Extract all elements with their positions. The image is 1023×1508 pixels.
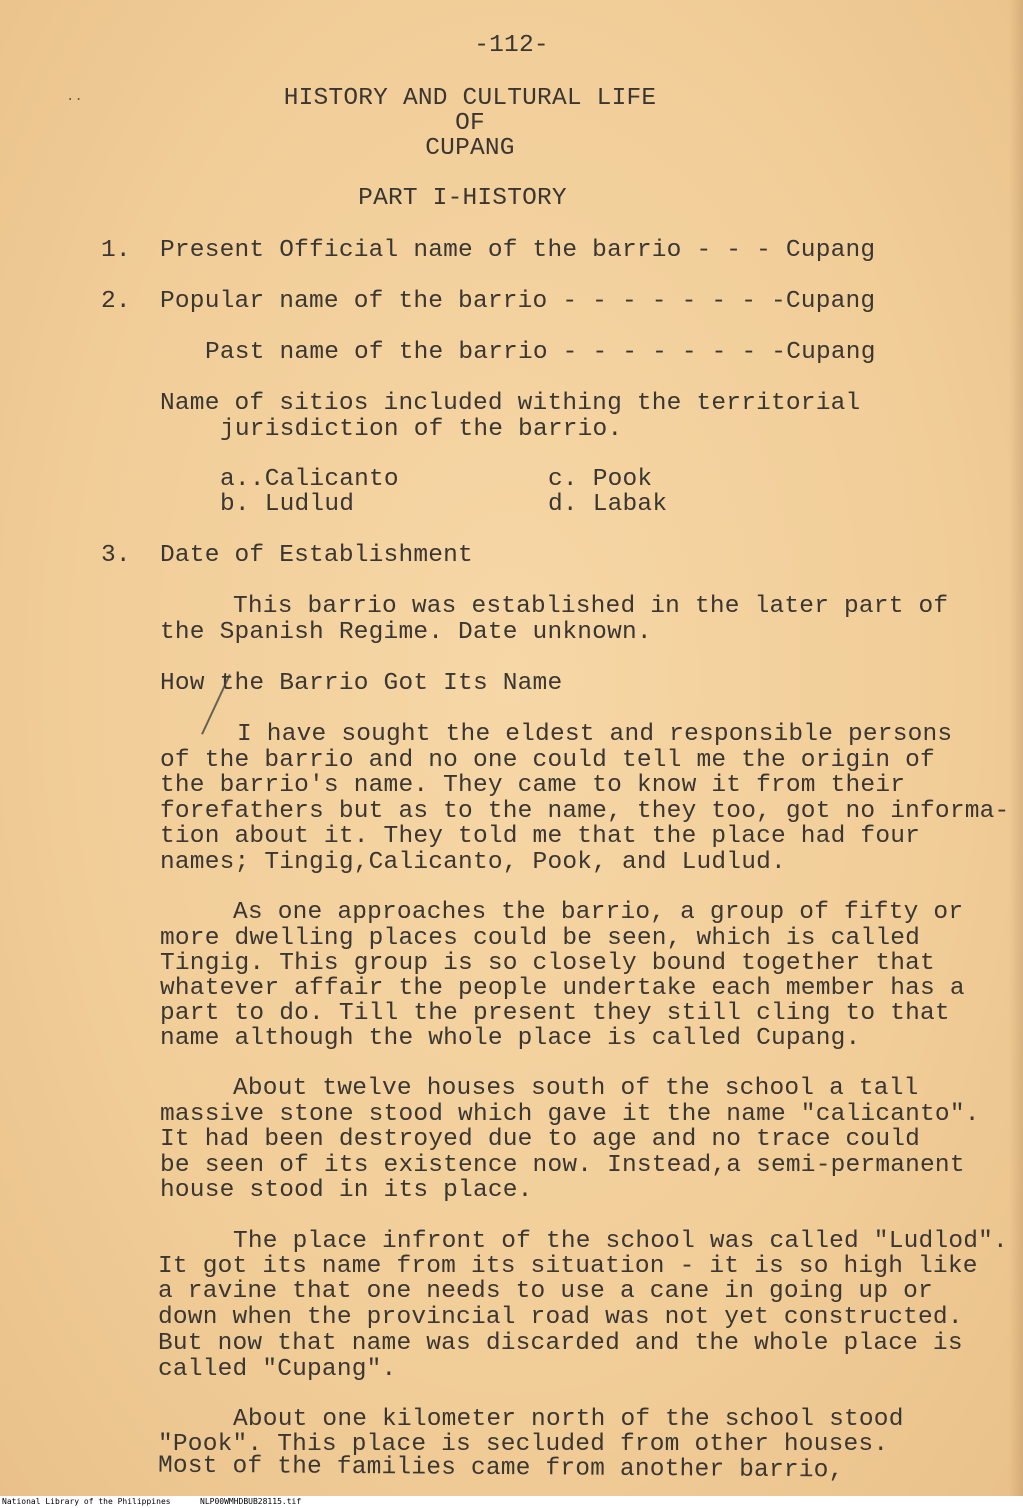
title-line-1: HISTORY AND CULTURAL LIFE: [283, 85, 657, 112]
footer-file: NLP00WMHDBUB28115.tif: [200, 1497, 302, 1506]
paragraph-2-line: As one approaches the barrio, a group of fifty or: [233, 899, 964, 926]
part-heading: PART I-HISTORY: [358, 185, 567, 212]
paragraph-4-line: It got its name from its situation - it is so high like: [158, 1253, 978, 1280]
paragraph-2-line: Tingig. This group is so closely bound together that: [160, 950, 935, 977]
paragraph-5-line: Most of the families came from another barrio,: [157, 1452, 844, 1485]
paragraph-2-line: name although the whole place is called Cupang.: [160, 1025, 861, 1052]
item-1-text: Present Official name of the barrio - - - Cupang: [160, 237, 876, 264]
paragraph-5-line: "Pook". This place is secluded from other houses.: [158, 1431, 889, 1458]
paragraph-4-line: called "Cupang".: [158, 1356, 397, 1383]
paragraph-3-line: It had been destroyed due to age and no trace could: [160, 1126, 921, 1153]
paragraph-4-line: down when the provincial road was not yet constructed.: [158, 1304, 963, 1331]
past-name-line: Past name of the barrio - - - - - - - -Cupang: [205, 339, 876, 366]
paragraph-4-line: The place infront of the school was called "Ludlod".: [233, 1228, 1008, 1255]
item-3-text: Date of Establishment: [160, 542, 473, 569]
sitio-b: b. Ludlud: [220, 491, 355, 518]
scan-footer: [0, 1496, 1023, 1508]
item-3-number: 3.: [101, 542, 131, 569]
paragraph-1-line: forefathers but as to the name, they too, got no informa-: [160, 798, 1010, 825]
stray-mark: ··: [66, 92, 83, 108]
paragraph-1-line: the barrio's name. They came to know it from their: [160, 772, 906, 799]
item-2-text: Popular name of the barrio - - - - - - - -Cupang: [160, 288, 876, 315]
paragraph-3-line: massive stone stood which gave it the name "calicanto".: [160, 1101, 980, 1128]
item-2-number: 2.: [101, 288, 131, 315]
page-number: -112-: [474, 32, 549, 59]
sitios-intro-line-1: Name of sitios included withing the territorial: [160, 390, 861, 417]
paragraph-4-line: a ravine that one needs to use a cane in going up or: [158, 1278, 933, 1305]
sitio-c: c. Pook: [548, 466, 653, 493]
title-line-3: CUPANG: [425, 135, 515, 162]
paragraph-2-line: more dwelling places could be seen, which is called: [160, 925, 921, 952]
paragraph-1-line: tion about it. They told me that the place had four: [160, 823, 921, 850]
item-1-number: 1.: [101, 237, 131, 264]
sitios-intro-line-2: jurisdiction of the barrio.: [220, 416, 623, 443]
name-heading: How the Barrio Got Its Name: [160, 670, 563, 697]
title-line-2: OF: [455, 110, 485, 137]
establishment-line-2: the Spanish Regime. Date unknown.: [160, 619, 652, 646]
paragraph-5-line: About one kilometer north of the school stood: [233, 1406, 904, 1433]
paragraph-3-line: be seen of its existence now. Instead,a semi-permanent: [160, 1152, 965, 1179]
sitio-d: d. Labak: [548, 491, 668, 518]
paragraph-2-line: whatever affair the people undertake each member has a: [160, 975, 965, 1002]
paragraph-4-line: But now that name was discarded and the whole place is: [158, 1330, 963, 1357]
paragraph-2-line: part to do. Till the present they still cling to that: [160, 1000, 950, 1027]
paragraph-3-line: house stood in its place.: [160, 1177, 533, 1204]
paragraph-3-line: About twelve houses south of the school a tall: [233, 1075, 919, 1102]
page-edge-shadow: [1009, 0, 1023, 1500]
sitio-a: a..Calicanto: [220, 466, 399, 493]
paragraph-1-line: names; Tingig,Calicanto, Pook, and Ludlud.: [160, 849, 786, 876]
paragraph-1-line: I have sought the eldest and responsible persons: [237, 721, 953, 748]
footer-library: National Library of the Philippines: [2, 1497, 171, 1506]
paragraph-1-line: of the barrio and no one could tell me the origin of: [160, 747, 935, 774]
establishment-line-1: This barrio was established in the later part of: [233, 593, 949, 620]
